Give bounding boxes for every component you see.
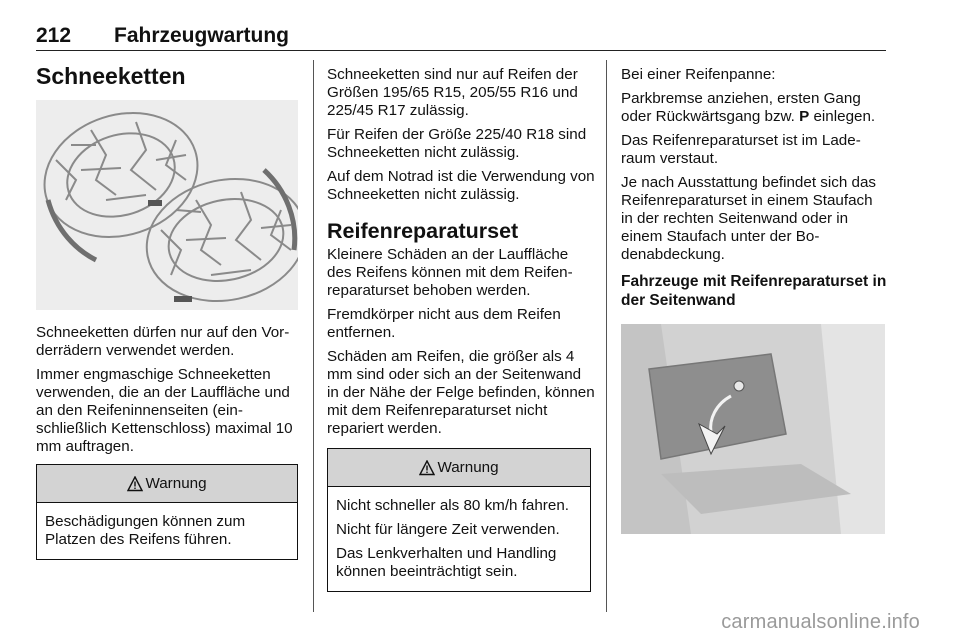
warning-triangle-icon: [127, 476, 143, 492]
warning-title: Warnung: [437, 458, 499, 476]
col2-paragraph-3: Auf dem Notrad ist die Verwendung von Schneeketten nicht zulässig.: [327, 168, 595, 203]
warning-box-1: [36, 464, 298, 560]
col2-paragraph-1: Schneeketten sind nur auf Reifen der Größen 195/65 R15, 205/55 R16 und 225/45 R17 zulässig.: [327, 66, 578, 119]
section-heading-schneeketten: Schneeketten: [36, 63, 186, 89]
warning-line-3: Das Lenkverhalten und Handling können beeinträchtigt sein.: [336, 545, 557, 580]
column-1: [36, 62, 298, 560]
col1-paragraph-1: Schneeketten dürfen nur auf den Vorderrädern verwendet werden.: [36, 324, 290, 359]
snow-chains-figure: [36, 100, 298, 310]
warning-body: [37, 503, 297, 559]
warning-text: Beschädigungen können zum Platzen des Reifens führen.: [45, 513, 246, 548]
col2-paragraph-6: Schäden am Reifen, die größer als 4 mm sind oder sich an der Seitenwand in der Nähe der Felge befinden, können mit dem Reifenreparaturset nicht repariert werden.: [327, 348, 595, 437]
gear-p-label: P: [799, 108, 810, 125]
running-title: Fahrzeugwartung: [114, 24, 290, 47]
column-divider-2: [606, 60, 607, 612]
warning-line-2: Nicht für längere Zeit verwenden.: [336, 521, 560, 538]
column-2: [327, 66, 595, 592]
col2-paragraph-2: Für Reifen der Größe 225/40 R18 sind Schneeketten nicht zulässig.: [327, 126, 587, 161]
col3-paragraph-2: Parkbremse anziehen, ersten Gang oder Rückwärtsgang bzw. P einlegen.: [621, 90, 876, 125]
warning-line-1: Nicht schneller als 80 km/h fahren.: [336, 497, 569, 514]
col2-paragraph-5: Fremdkörper nicht aus dem Reifen entfernen.: [327, 306, 561, 341]
page-number: 212: [36, 24, 72, 47]
warning-header: [328, 449, 590, 487]
watermark: carmanualsonline.info: [721, 611, 920, 633]
column-divider-1: [313, 60, 314, 612]
section-heading-reifenreparaturset: Reifenreparaturset: [327, 219, 519, 243]
warning-triangle-icon: [419, 460, 435, 476]
column-3: [621, 66, 887, 548]
side-compartment-illustration-icon: [621, 324, 885, 534]
warning-header: [37, 465, 297, 503]
header-rule: [36, 50, 886, 51]
warning-box-2: [327, 448, 591, 592]
col3-paragraph-3: Das Reifenreparaturset ist im Laderaum verstaut.: [621, 132, 861, 167]
side-compartment-figure: [621, 324, 885, 534]
col1-paragraph-2: Immer engmaschige Schneeketten verwenden, die an der Lauffläche und an den Reifeninnenseiten (einschließlich Kettenschloss) maximal 10 mm auftragen.: [36, 366, 293, 455]
warning-body: [328, 487, 590, 591]
col2-paragraph-4: Kleinere Schäden an der Lauffläche des Reifens können mit dem Reifenreparaturset behoben werden.: [327, 246, 573, 299]
col3-paragraph-4: Je nach Ausstattung befindet sich das Reifenreparaturset in einem Staufach in der rechten Seitenwand oder in einem Staufach unter der Bodenabdeckung.: [621, 174, 876, 263]
snow-chains-illustration-icon: [36, 100, 298, 310]
col3-paragraph-1: Bei einer Reifenpanne:: [621, 66, 776, 83]
warning-title: Warnung: [145, 474, 207, 492]
subheading-seitenwand: Fahrzeuge mit Reifenreparaturset in der Seitenwand: [621, 273, 887, 309]
